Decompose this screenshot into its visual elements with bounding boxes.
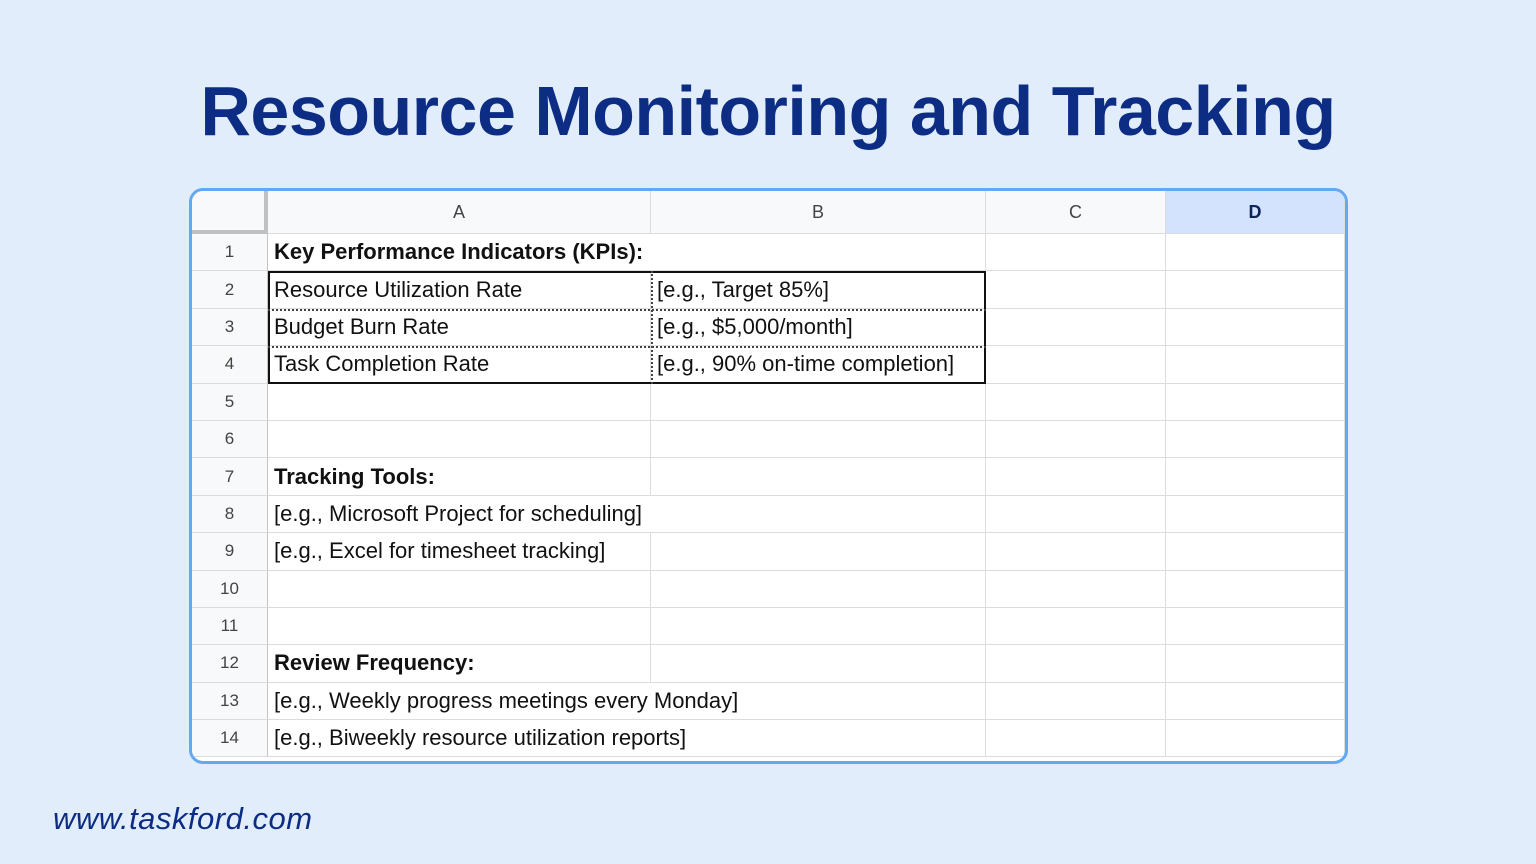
cell-d2[interactable] <box>1166 271 1345 308</box>
cell-a10[interactable] <box>268 571 651 608</box>
cell-d10[interactable] <box>1166 571 1345 608</box>
row-header-3[interactable]: 3 <box>192 309 268 346</box>
cell-a13[interactable]: [e.g., Weekly progress meetings every Monday] <box>268 683 986 720</box>
cell-a6[interactable] <box>268 421 651 458</box>
cell-d11[interactable] <box>1166 608 1345 645</box>
cell-a4[interactable]: Task Completion Rate <box>268 346 651 383</box>
select-all-corner[interactable] <box>192 191 268 234</box>
cell-b9[interactable] <box>651 533 986 570</box>
cell-d14[interactable] <box>1166 720 1345 757</box>
row-header-11[interactable]: 11 <box>192 608 268 645</box>
column-header-c[interactable]: C <box>986 191 1166 234</box>
cell-a2[interactable]: Resource Utilization Rate <box>268 271 651 308</box>
cell-d5[interactable] <box>1166 384 1345 421</box>
cell-c6[interactable] <box>986 421 1166 458</box>
cell-a9[interactable]: [e.g., Excel for timesheet tracking] <box>268 533 651 570</box>
row-header-8[interactable]: 8 <box>192 496 268 533</box>
cell-b5[interactable] <box>651 384 986 421</box>
cell-a1[interactable]: Key Performance Indicators (KPIs): <box>268 234 986 271</box>
spreadsheet <box>189 188 1348 764</box>
column-header-b[interactable]: B <box>651 191 986 234</box>
cell-d12[interactable] <box>1166 645 1345 682</box>
cell-c10[interactable] <box>986 571 1166 608</box>
cell-d4[interactable] <box>1166 346 1345 383</box>
row-header-1[interactable]: 1 <box>192 234 268 271</box>
cell-b7[interactable] <box>651 458 986 495</box>
cell-b2[interactable]: [e.g., Target 85%] <box>651 271 986 308</box>
cell-b10[interactable] <box>651 571 986 608</box>
cell-c1[interactable] <box>986 234 1166 271</box>
cell-d8[interactable] <box>1166 496 1345 533</box>
page-title: Resource Monitoring and Tracking <box>200 72 1336 150</box>
spreadsheet-grid <box>192 191 1345 757</box>
cell-a7[interactable]: Tracking Tools: <box>268 458 651 495</box>
cell-c12[interactable] <box>986 645 1166 682</box>
cell-a14[interactable]: [e.g., Biweekly resource utilization reports] <box>268 720 986 757</box>
cell-c4[interactable] <box>986 346 1166 383</box>
row-header-13[interactable]: 13 <box>192 683 268 720</box>
cell-d9[interactable] <box>1166 533 1345 570</box>
row-header-9[interactable]: 9 <box>192 533 268 570</box>
cell-c3[interactable] <box>986 309 1166 346</box>
cell-d3[interactable] <box>1166 309 1345 346</box>
cell-c7[interactable] <box>986 458 1166 495</box>
cell-a5[interactable] <box>268 384 651 421</box>
row-header-10[interactable]: 10 <box>192 571 268 608</box>
cell-d13[interactable] <box>1166 683 1345 720</box>
row-header-4[interactable]: 4 <box>192 346 268 383</box>
cell-c11[interactable] <box>986 608 1166 645</box>
cell-c13[interactable] <box>986 683 1166 720</box>
column-header-d[interactable]: D <box>1166 191 1345 234</box>
cell-b12[interactable] <box>651 645 986 682</box>
cell-a12[interactable]: Review Frequency: <box>268 645 651 682</box>
cell-d7[interactable] <box>1166 458 1345 495</box>
row-header-7[interactable]: 7 <box>192 458 268 495</box>
cell-b4[interactable]: [e.g., 90% on-time completion] <box>651 346 986 383</box>
cell-b3[interactable]: [e.g., $5,000/month] <box>651 309 986 346</box>
column-header-a[interactable]: A <box>268 191 651 234</box>
cell-d1[interactable] <box>1166 234 1345 271</box>
cell-c8[interactable] <box>986 496 1166 533</box>
row-header-2[interactable]: 2 <box>192 271 268 308</box>
row-header-6[interactable]: 6 <box>192 421 268 458</box>
cell-a3[interactable]: Budget Burn Rate <box>268 309 651 346</box>
cell-c14[interactable] <box>986 720 1166 757</box>
cell-b6[interactable] <box>651 421 986 458</box>
cell-a11[interactable] <box>268 608 651 645</box>
cell-a8[interactable]: [e.g., Microsoft Project for scheduling] <box>268 496 986 533</box>
row-header-5[interactable]: 5 <box>192 384 268 421</box>
cell-b11[interactable] <box>651 608 986 645</box>
cell-d6[interactable] <box>1166 421 1345 458</box>
cell-c5[interactable] <box>986 384 1166 421</box>
cell-c2[interactable] <box>986 271 1166 308</box>
row-header-14[interactable]: 14 <box>192 720 268 757</box>
row-header-12[interactable]: 12 <box>192 645 268 682</box>
cell-c9[interactable] <box>986 533 1166 570</box>
footer-url[interactable]: www.taskford.com <box>53 801 313 836</box>
